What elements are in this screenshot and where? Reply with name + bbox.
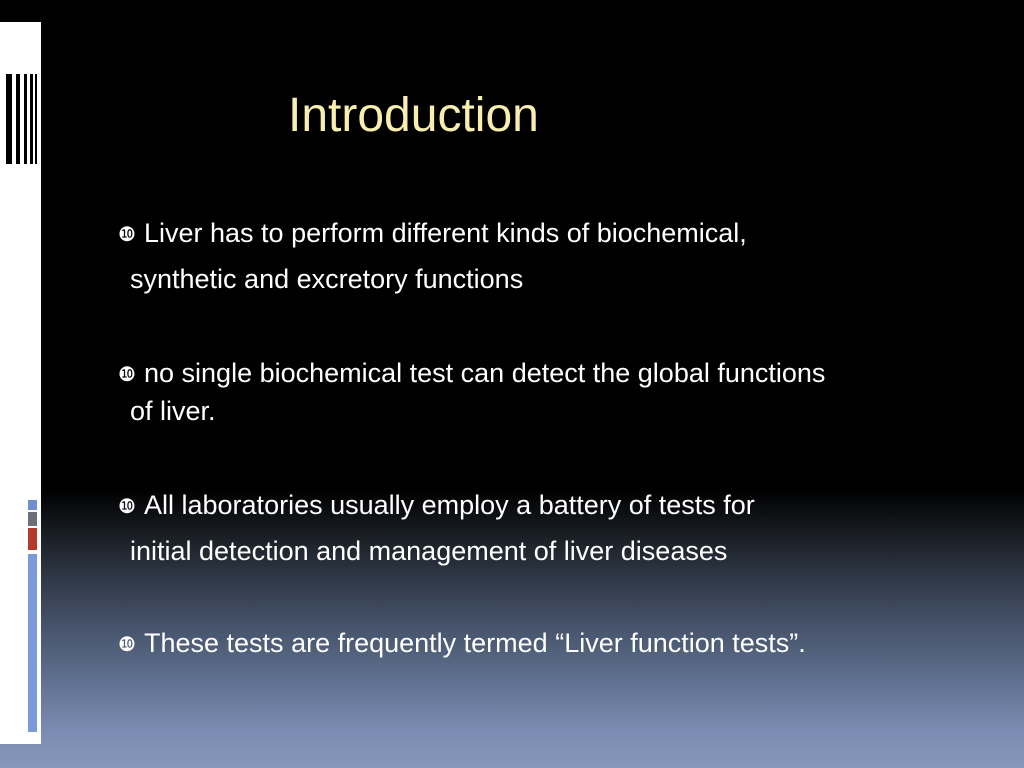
bullet-text-line: of liver. [130, 396, 216, 426]
decorative-stripe [30, 74, 33, 164]
bullet-text-line: no single biochemical test can detect the global functions [144, 358, 826, 388]
bullet-text-line: All laboratories usually employ a battery of tests for [144, 490, 755, 520]
side-accent-blue [28, 554, 37, 732]
bullet-text-line: synthetic and excretory functions [130, 264, 524, 294]
side-accent-blue-small [28, 500, 37, 510]
bullet-circled-number-icon: ❿ [118, 496, 136, 518]
bullet-text-line: These tests are frequently termed “Liver function tests”. [144, 628, 806, 658]
slide-title: Introduction [288, 89, 539, 142]
decorative-stripe [6, 74, 12, 164]
left-decorative-bar [0, 22, 41, 744]
decorative-stripe [35, 74, 37, 164]
bullet-circled-number-icon: ❿ [118, 364, 136, 386]
decorative-stripe [24, 74, 27, 164]
bullet-text-line: initial detection and management of liver diseases [130, 536, 728, 566]
side-accent-red [28, 528, 37, 550]
bullet-text-line: Liver has to perform different kinds of biochemical, [144, 218, 747, 248]
decorative-stripe [16, 74, 20, 164]
bullet-circled-number-icon: ❿ [118, 224, 136, 246]
bullet-circled-number-icon: ❿ [118, 634, 136, 656]
side-accent-grey [28, 512, 37, 526]
